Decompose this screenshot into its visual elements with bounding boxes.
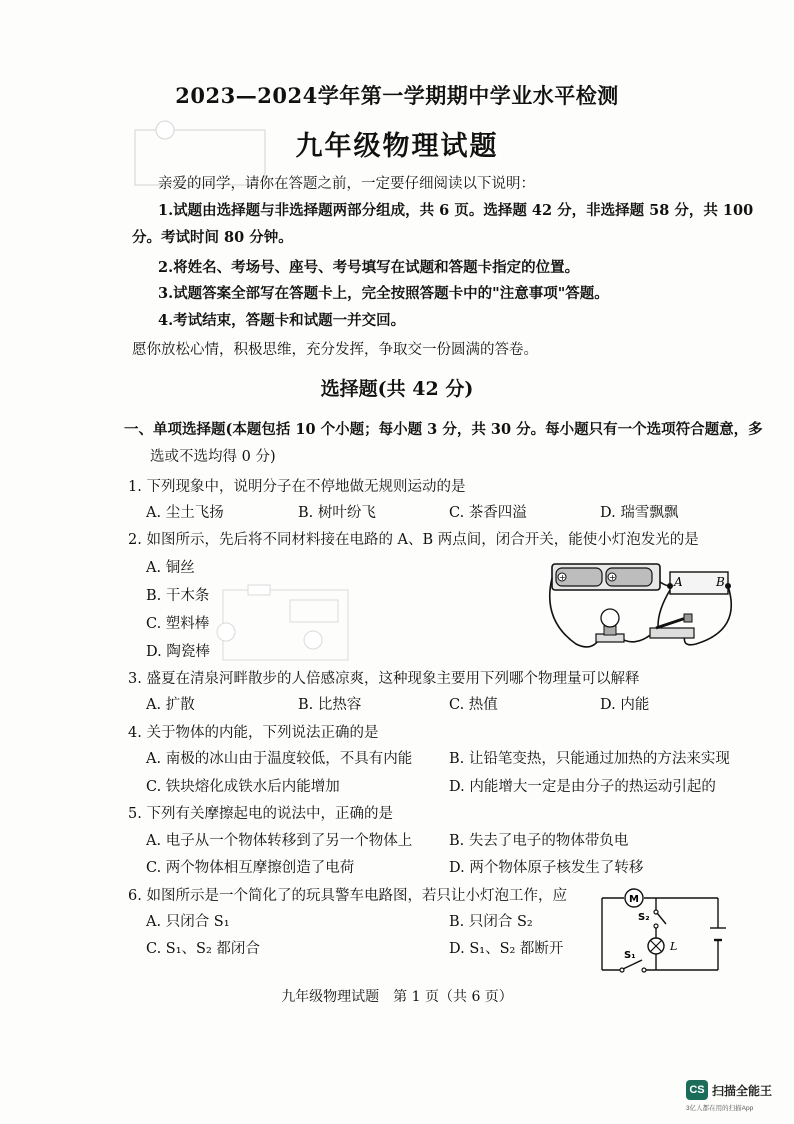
question-1-option-d: D. 瑞雪飘飘 [600,505,679,521]
question-4-option-b: B. 让铅笔变热，只能通过加热的方法来实现 [449,751,730,767]
question-6-option-a: A. 只闭合 S₁ [146,914,230,930]
svg-text:+: + [559,573,566,582]
question-3-stem: 3. 盛夏在清泉河畔散步的人倍感凉爽，这种现象主要用下列哪个物理量可以解释 [128,671,640,687]
question-5-option-c: C. 两个物体相互摩擦创造了电荷 [146,860,355,876]
question-5-option-b: B. 失去了电子的物体带负电 [449,833,629,849]
question-6-stem: 6. 如图所示是一个简化了的玩具警车电路图，若只让小灯泡工作，应 [128,888,567,904]
question-6-option-d: D. S₁、S₂ 都断开 [449,941,564,957]
question-6-s2-label: S₂ [638,912,650,923]
question-2-option-c: C. 塑料棒 [146,616,210,632]
question-4-stem: 4. 关于物体的内能，下列说法正确的是 [128,725,379,741]
watermark-tagline: 3亿人都在用的扫描App [686,1105,754,1112]
question-3-option-d: D. 内能 [600,697,650,713]
exam-title: 2023—2024学年第一学期期中学业水平检测 [175,83,619,108]
question-5-option-a: A. 电子从一个物体转移到了另一个物体上 [146,833,413,849]
question-4-option-c: C. 铁块熔化成铁水后内能增加 [146,779,340,795]
question-2-point-a-label: A [674,575,683,589]
question-2-option-d: D. 陶瓷棒 [146,644,210,660]
instructions-wish: 愿你放松心情，积极思维，充分发挥，争取交一份圆满的答卷。 [132,342,538,358]
question-1-option-b: B. 树叶纷飞 [298,505,376,521]
motor-icon [625,889,643,907]
question-2-point-b-label: B [716,575,725,589]
part-one-heading: 一、单项选择题(本题包括 10 个小题；每小题 3 分，共 30 分。每小题只有一个选项符合题意，多 [124,421,763,438]
question-3-option-b: B. 比热容 [298,697,362,713]
question-6-option-c: C. S₁、S₂ 都闭合 [146,941,260,957]
battery-icon [552,564,660,590]
exam-subtitle: 九年级物理试题 [295,131,499,162]
question-5-stem: 5. 下列有关摩擦起电的说法中，正确的是 [128,806,393,822]
question-6-s1-label: S₁ [624,950,636,961]
question-2-option-a: A. 铜丝 [146,560,195,576]
question-1-option-a: A. 尘土飞扬 [146,505,224,521]
question-3-option-a: A. 扩散 [146,697,195,713]
knife-switch-icon [650,614,694,638]
question-4-option-a: A. 南极的冰山由于温度较低，不具有内能 [146,751,413,767]
question-6-option-b: B. 只闭合 S₂ [449,914,533,930]
section-title: 选择题(共 42 分) [320,378,474,400]
bulb-icon [596,609,624,642]
svg-text:+: + [609,573,616,582]
question-5-option-d: D. 两个物体原子核发生了转移 [449,860,644,876]
question-2-option-b: B. 干木条 [146,588,210,604]
instruction-item-1-cont: 分。考试时间 80 分钟。 [132,229,293,246]
question-2-stem: 2. 如图所示，先后将不同材料接在电路的 A、B 两点间，闭合开关，能使小灯泡发光的是 [128,532,699,548]
page-footer: 九年级物理试题 第 1 页（共 6 页） [281,989,513,1005]
lamp-icon [648,938,664,954]
question-6-motor-label: M [629,894,639,905]
question-2-circuit-figure [546,560,736,672]
camscanner-logo-icon: CS [686,1080,708,1100]
instructions-greeting: 亲爱的同学，请你在答题之前，一定要仔细阅读以下说明： [158,176,535,192]
instruction-item-3: 3.试题答案全部写在答题卡上，完全按照答题卡中的"注意事项"答题。 [158,285,609,302]
question-6-lamp-label: L [670,940,678,953]
question-1-option-c: C. 茶香四溢 [449,505,527,521]
question-3-option-c: C. 热值 [449,697,498,713]
instruction-item-4: 4.考试结束，答题卡和试题一并交回。 [158,312,406,329]
question-4-option-d: D. 内能增大一定是由分子的热运动引起的 [449,779,716,795]
question-6-circuit-figure [596,884,726,980]
watermark-app-name: 扫描全能王 [712,1084,773,1098]
part-one-heading-cont: 选或不选均得 0 分) [150,449,276,465]
bleed-through-figure [218,570,358,680]
instruction-item-2: 2.将姓名、考场号、座号、考号填写在试题和答题卡指定的位置。 [158,259,580,276]
question-1-stem: 1. 下列现象中，说明分子在不停地做无规则运动的是 [128,479,466,495]
instruction-item-1: 1.试题由选择题与非选择题两部分组成，共 6 页。选择题 42 分，非选择题 58 分，共 100 [158,202,754,219]
